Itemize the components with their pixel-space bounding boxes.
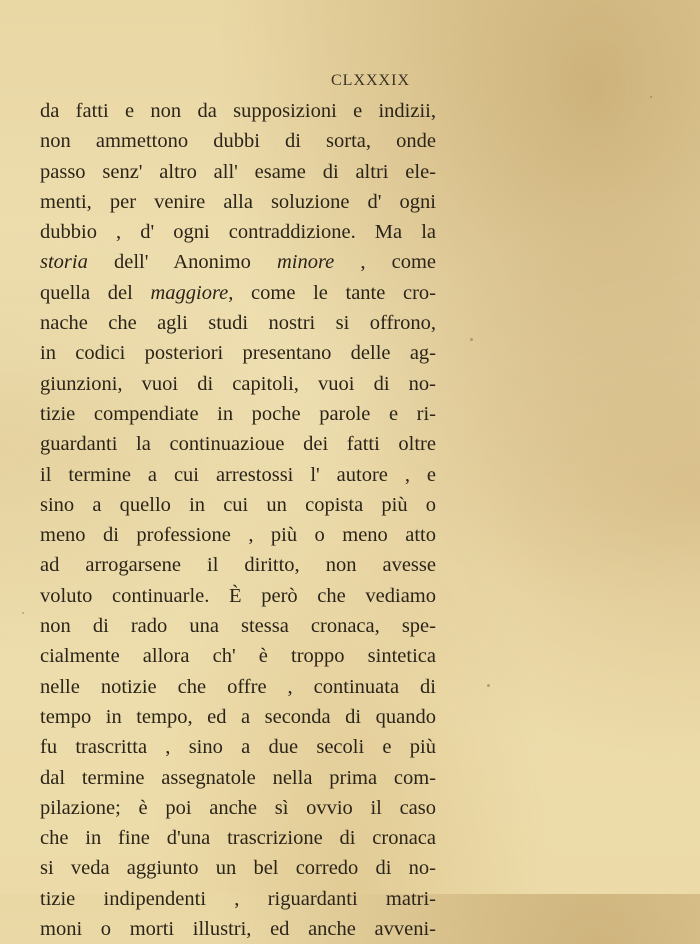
text-line [40,399,436,429]
text-line [40,460,436,490]
text-line [40,611,436,641]
line-text: , come [334,251,436,274]
line-text: da fatti e non da supposizioni e indizii, [40,100,436,122]
line-text: nache che agli studi nostri si offrono, [40,312,436,335]
page-number: CLXXXIX [331,72,410,89]
text-line [40,793,436,823]
text-line [40,914,436,944]
line-text: nelle notizie che offre , continuata di [40,675,436,698]
text-line [40,187,436,217]
text-line [40,732,436,762]
text-line [40,429,436,459]
line-text: quella del [40,281,151,304]
text-line [40,308,436,338]
text-line [40,550,436,580]
text-line [40,369,436,399]
text-line [40,641,436,671]
text-line [40,884,436,914]
line-text: non ammettono dubbi di sorta, onde [40,130,436,153]
line-text: ad arrogarsene il diritto, non avesse [40,554,436,577]
line-text: voluto continuarle. È però che vediamo [40,584,436,607]
line-text: si veda aggiunto un bel corredo di no- [40,857,436,880]
line-text: moni o morti illustri, ed anche avveni- [40,918,436,941]
text-line [40,823,436,853]
italic-text: storia [40,251,88,274]
line-text: giunzioni, vuoi di capitoli, vuoi di no- [40,372,436,395]
line-text: dubbio , d' ogni contraddizione. Ma la [40,221,436,244]
line-text: tizie indipendenti , riguardanti matri- [40,887,436,910]
paper-speck [487,684,490,687]
line-text: fu trascritta , sino a due secoli e più [40,736,436,759]
line-text: menti, per venire alla soluzione d' ogni [40,190,436,213]
line-text: passo senz' altro all' esame di altri ele- [40,160,436,183]
paper-speck [470,338,473,341]
text-line [40,217,436,247]
paper-speck [650,96,652,98]
line-text: guardanti la continuazioue dei fatti oltre [40,433,436,456]
italic-text: minore [276,251,335,274]
italic-text: maggiore, [150,281,234,304]
text-line [40,520,436,550]
line-text: che in fine d'una trascrizione di cronaca [40,827,436,850]
line-text: dal termine assegnatole nella prima com- [40,766,436,789]
line-text: tizie compendiate in poche parole e ri- [40,402,436,425]
line-text: il termine a cui arrestossi l' autore , e [40,463,436,486]
line-text: come le tante cro- [233,281,437,304]
text-line [40,672,436,702]
text-line [40,581,436,611]
line-text: cialmente allora ch' è troppo sintetica [40,645,436,668]
body-text [40,96,436,944]
text-line [40,702,436,732]
line-text: meno di professione , più o meno atto [40,524,436,547]
text-line [40,763,436,793]
text-line [40,126,436,156]
text-line [40,96,436,126]
line-text: in codici posteriori presentano delle ag- [40,342,436,365]
line-text: sino a quello in cui un copista più o [40,493,436,516]
text-line [40,853,436,883]
paper-speck [22,612,24,614]
text-line [40,247,436,277]
text-line [40,338,436,368]
text-line [40,157,436,187]
text-line [40,278,436,308]
text-line [40,490,436,520]
line-text: non di rado una stessa cronaca, spe- [40,615,436,638]
line-text: dell' Anonimo [87,251,277,274]
line-text: pilazione; è poi anche sì ovvio il caso [40,796,436,819]
line-text: tempo in tempo, ed a seconda di quando [40,705,436,728]
